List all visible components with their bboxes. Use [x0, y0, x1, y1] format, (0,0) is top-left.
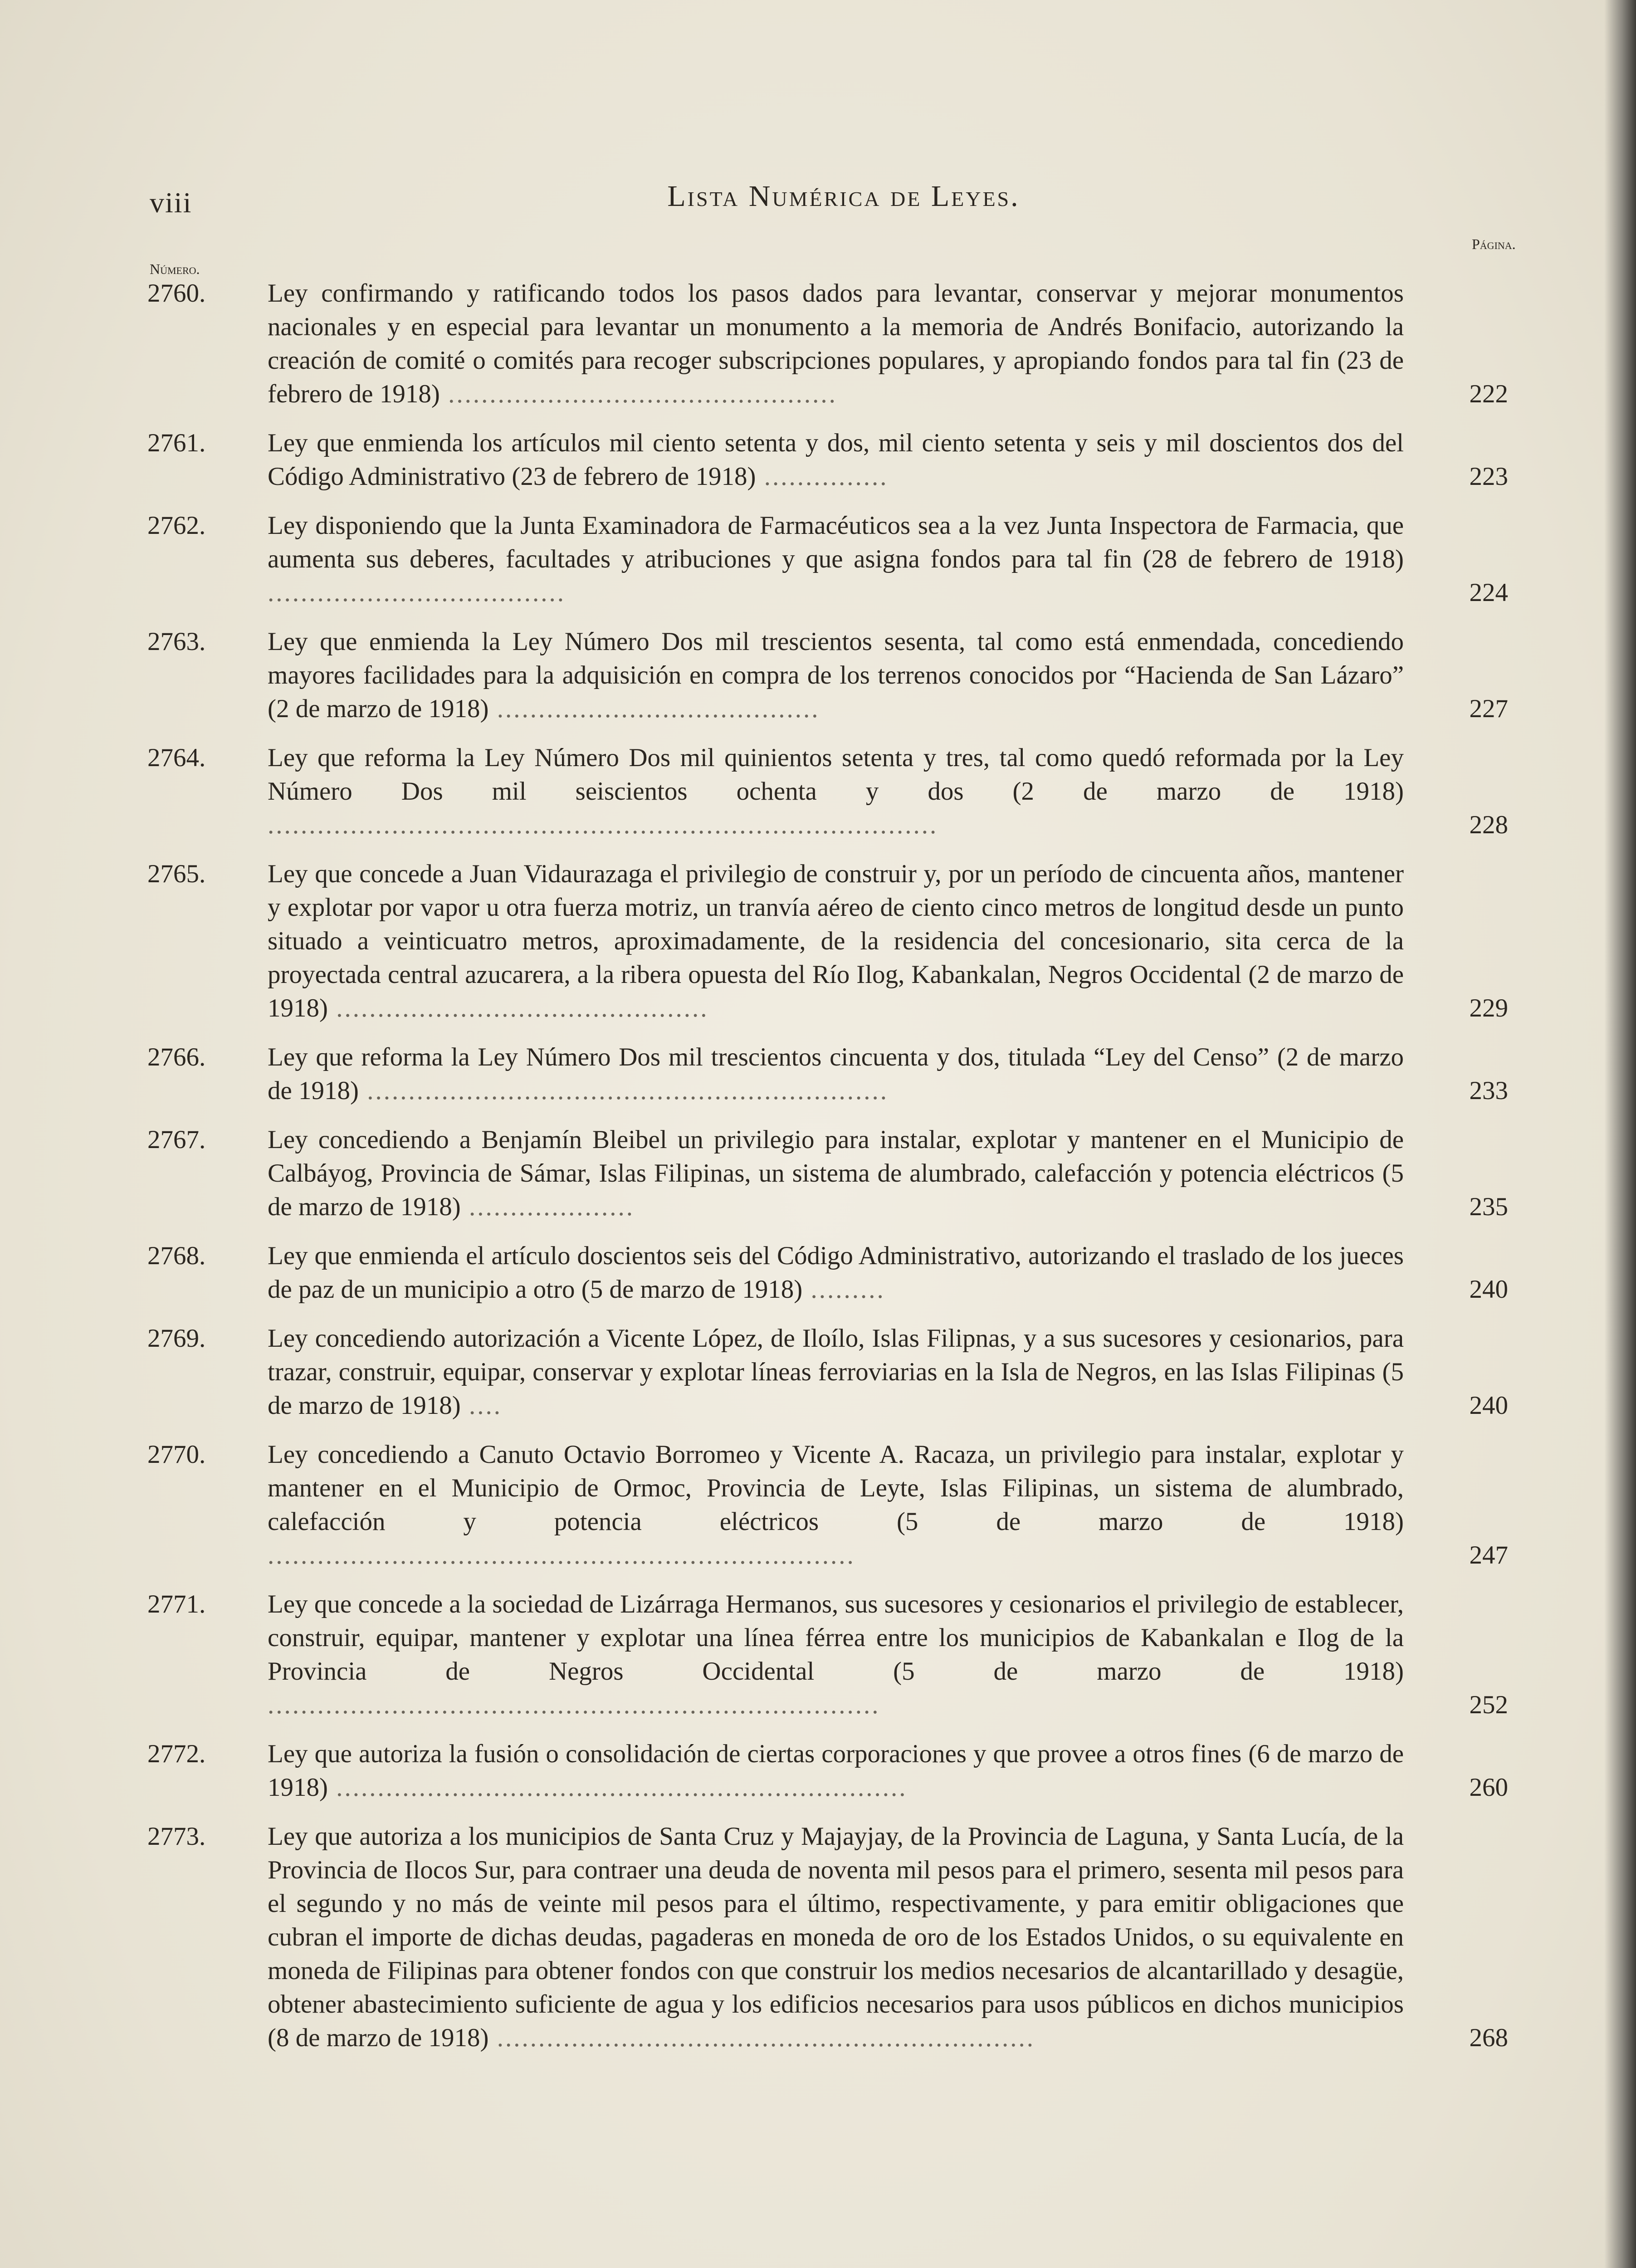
column-header-pagina: Página.	[1472, 236, 1516, 252]
law-number: 2769.	[147, 1324, 206, 1353]
law-number: 2763.	[147, 627, 206, 656]
law-description: Ley que concede a Juan Vidaurazaga el privilegio de construir y, por un período de cincuenta años, mantener y explotar por vapor u otra fuerza motriz, un tranvía aéreo de ciento cinco metros de longitud desde un punto situado a veinticuatro metros, aproximadamente, de la residencia del concesionario, sita cerca de la proyectada central azucarera, a la ribera opuesta del Río Ilog, Kabankalan, Negros Occidental (2 de marzo de 1918) .............................................	[268, 860, 1404, 1022]
law-entry-2772	[147, 1737, 1508, 1804]
law-description: Ley disponiendo que la Junta Examinadora de Farmacéuticos sea a la vez Junta Inspectora de Farmacia, que aumenta sus deberes, facultades y atribuciones y que asigna fondos para tal fin (28 de febrero de 1918) ....................................	[268, 511, 1404, 607]
law-page-ref: 229	[1469, 994, 1508, 1022]
law-description: Ley que enmienda la Ley Número Dos mil trescientos sesenta, tal como está enmendada, concediendo mayores facilidades para la adquisición en compra de los terrenos conocidos por “Hacienda de San Lázaro” (2 de marzo de 1918) .......................................	[268, 627, 1404, 723]
law-entry-2766	[147, 1041, 1508, 1108]
law-entry-2773	[147, 1820, 1508, 2055]
law-description: Ley que autoriza la fusión o consolidación de ciertas corporaciones y que provee a otros fines (6 de marzo de 1918) .....................................................................	[268, 1740, 1404, 1802]
law-entry-2761	[147, 426, 1508, 494]
law-page-ref: 260	[1469, 1773, 1508, 1802]
law-page-ref: 222	[1469, 380, 1508, 408]
law-number: 2767.	[147, 1125, 206, 1154]
law-number: 2762.	[147, 511, 206, 540]
law-entry-2767	[147, 1123, 1508, 1224]
law-page-ref: 252	[1469, 1691, 1508, 1719]
law-entry-2765	[147, 857, 1508, 1025]
law-number: 2760.	[147, 279, 206, 308]
page-edge-shadow	[1604, 0, 1636, 2268]
law-description: Ley concediendo a Benjamín Bleibel un privilegio para instalar, explotar y mantener en el Municipio de Calbáyog, Provincia de Sámar, Islas Filipinas, un sistema de alumbrado, calefacción y potencia eléctricos (5 de marzo de 1918) ....................	[268, 1125, 1404, 1221]
law-number: 2770.	[147, 1440, 206, 1469]
law-number: 2768.	[147, 1242, 206, 1270]
law-number: 2766.	[147, 1043, 206, 1071]
law-number: 2772.	[147, 1740, 206, 1768]
law-description: Ley confirmando y ratificando todos los pasos dados para levantar, conservar y mejorar monumentos nacionales y en especial para levantar un monumento a la memoria de Andrés Bonifacio, autorizando la creación de comité o comités para recoger subscripciones populares, y apropiando fondos para tal fin (23 de febrero de 1918) ...............................................	[268, 279, 1404, 408]
law-page-ref: 223	[1469, 462, 1508, 491]
law-entry-2770	[147, 1438, 1508, 1572]
law-description: Ley que autoriza a los municipios de Santa Cruz y Majayjay, de la Provincia de Laguna, y Santa Lucía, de la Provincia de Ilocos Sur, para contraer una deuda de noventa mil pesos para el primero, sesenta mil pesos para el segundo y no más de veinte mil pesos para el último, respectivamente, y para emitir obligaciones que cubran el importe de dichas deudas, pagaderas en moneda de oro de los Estados Unidos, o su equivalente en moneda de Filipinas para obtener fondos con que construir los medios necesarios de alcantarillado y desagüe, obtener abastecimiento suficiente de agua y los edificios necesarios para usos públicos en dichos municipios (8 de marzo de 1918) .................................................................	[268, 1822, 1404, 2052]
law-number: 2761.	[147, 429, 206, 457]
law-page-ref: 227	[1469, 694, 1508, 723]
law-list	[147, 277, 1508, 2070]
law-page-ref: 224	[1469, 578, 1508, 607]
law-entry-2762	[147, 509, 1508, 610]
column-header-numero: Número.	[150, 261, 200, 277]
law-description: Ley concediendo autorización a Vicente López, de Iloílo, Islas Filipnas, y a sus sucesores y cesionarios, para trazar, construir, equipar, conservar y explotar líneas ferroviarias en la Isla de Negros, en las Islas Filipinas (5 de marzo de 1918) ....	[268, 1324, 1404, 1420]
law-description: Ley concediendo a Canuto Octavio Borromeo y Vicente A. Racaza, un privilegio para instalar, explotar y mantener en el Municipio de Ormoc, Provincia de Leyte, Islas Filipinas, un sistema de alumbrado, calefacción y potencia eléctricos (5 de marzo de 1918) .......................................................................	[268, 1440, 1404, 1569]
law-page-ref: 235	[1469, 1193, 1508, 1221]
law-page-ref: 247	[1469, 1541, 1508, 1569]
law-number: 2765.	[147, 860, 206, 888]
law-page-ref: 268	[1469, 2024, 1508, 2052]
law-page-ref: 233	[1469, 1076, 1508, 1105]
law-number: 2764.	[147, 743, 206, 772]
law-description: Ley que enmienda los artículos mil ciento setenta y dos, mil ciento setenta y seis y mil doscientos dos del Código Administrativo (23 de febrero de 1918) ...............	[268, 429, 1404, 491]
page-number: viii	[150, 186, 192, 219]
running-title: Lista Numérica de Leyes.	[667, 180, 1020, 213]
law-description: Ley que reforma la Ley Número Dos mil quinientos setenta y tres, tal como quedó reformada por la Ley Número Dos mil seiscientos ochenta y dos (2 de marzo de 1918) .................................................................................	[268, 743, 1404, 839]
law-entry-2769	[147, 1322, 1508, 1422]
law-entry-2760	[147, 277, 1508, 411]
law-entry-2771	[147, 1588, 1508, 1722]
law-page-ref: 240	[1469, 1275, 1508, 1304]
law-description: Ley que enmienda el artículo doscientos seis del Código Administrativo, autorizando el traslado de los jueces de paz de un municipio a otro (5 de marzo de 1918) .........	[268, 1242, 1404, 1304]
law-page-ref: 240	[1469, 1391, 1508, 1420]
law-description: Ley que reforma la Ley Número Dos mil trescientos cincuenta y dos, titulada “Ley del Censo” (2 de marzo de 1918) ...............................................................	[268, 1043, 1404, 1105]
law-entry-2763	[147, 625, 1508, 726]
law-entry-2764	[147, 741, 1508, 842]
law-description: Ley que concede a la sociedad de Lizárraga Hermanos, sus sucesores y cesionarios el privilegio de establecer, construir, equipar, mantener y explotar una línea férrea entre los municipios de Kabankalan e Ilog de la Provincia de Negros Occidental (5 de marzo de 1918) ..........................................................................	[268, 1590, 1404, 1719]
law-entry-2768	[147, 1239, 1508, 1306]
law-number: 2771.	[147, 1590, 206, 1618]
law-page-ref: 228	[1469, 811, 1508, 839]
law-number: 2773.	[147, 1822, 206, 1851]
